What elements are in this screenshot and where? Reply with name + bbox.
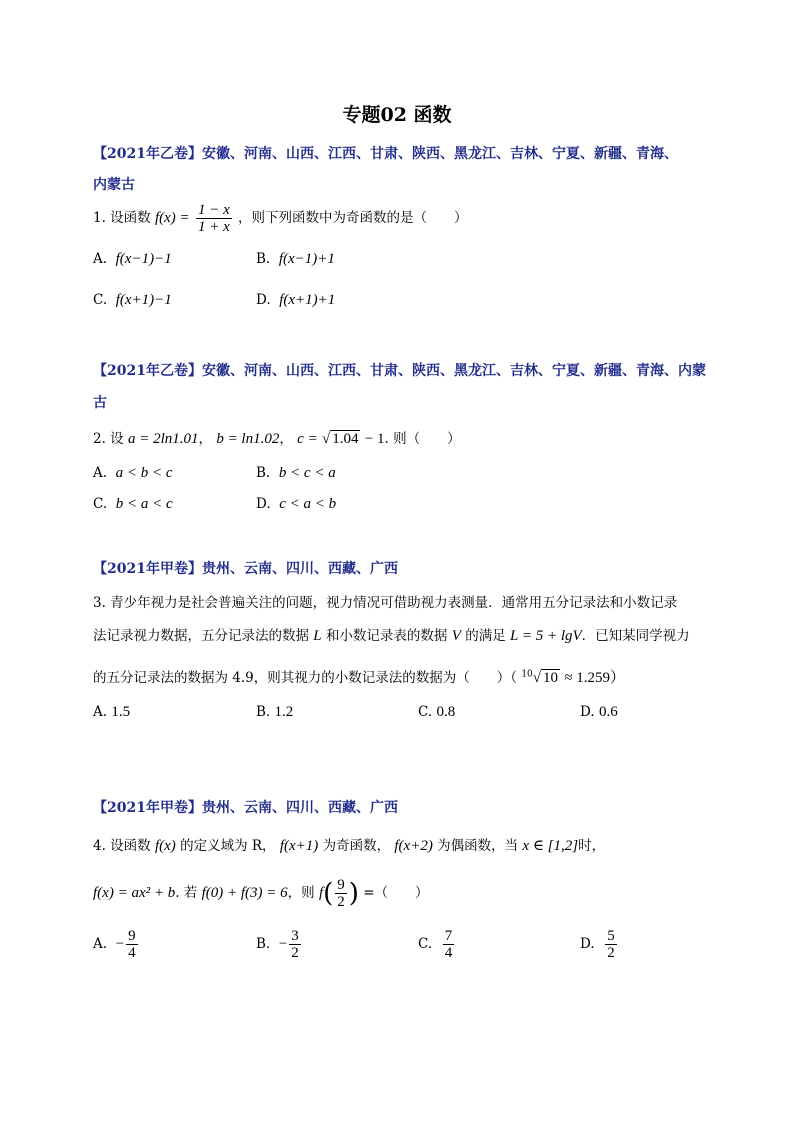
q4-text: . 若 [175,885,198,901]
fraction-denominator: 2 [291,945,299,961]
question-4-line1 [93,834,605,855]
q4-text: =（ ） [363,885,429,901]
fraction-numerator: 9 [128,928,136,944]
question-2-c-post: − 1 [364,431,385,447]
option-expr: a < b < c [115,465,173,481]
question-2-c: c = [297,431,318,447]
fraction-numerator: 3 [291,928,299,944]
question-2-suffix: . 则（ ） [384,431,461,447]
option-1c [93,292,172,309]
option-4a [93,928,140,961]
root-index: 10 [521,669,533,680]
option-label: A. [93,465,108,481]
q3-var-V: V [451,628,461,644]
fraction-numerator: 1 − x [197,202,230,218]
option-expr: 0.6 [598,704,618,720]
option-expr: 0.8 [436,704,456,720]
fraction-denominator: 2 [337,894,345,910]
fraction-denominator: 4 [444,945,453,961]
fraction-denominator: 4 [128,945,136,961]
option-sign: − [278,936,288,952]
q4-func: f(x) [154,838,176,854]
source-tag-4: 【2021年甲卷】贵州、云南、四川、西藏、广西 [93,800,398,816]
fraction-denominator: 1 + x [197,219,230,235]
sqrt-radicand: 1.04 [332,431,359,447]
option-label: C. [93,292,108,308]
q4-text: ，则 [287,885,315,901]
option-label: C. [418,704,433,720]
option-fraction [126,928,138,961]
option-1d [256,292,335,309]
option-label: B. [256,465,271,481]
question-2-b: b = ln1.02 [216,431,280,447]
option-expr: f(x+1)+1 [279,292,336,308]
fraction-numerator: 5 [607,928,615,944]
question-1 [93,202,468,235]
q3-var-L: L [313,628,322,644]
question-2-a: a = 2ln1.01 [127,431,199,447]
option-2d [256,496,336,513]
option-expr: b < a < c [115,496,173,512]
source-tag-2: 【2021年乙卷】安徽、河南、山西、江西、甘肃、陕西、黑龙江、吉林、宁夏、新疆、青海、内蒙 [93,363,706,379]
option-4c [418,928,456,961]
option-label: A. [93,251,108,267]
source-tag-2-cont: 古 [93,395,107,411]
fraction-numerator: 9 [337,877,345,893]
q3-text: 法记录视力数据，五分记录法的数据 [93,628,309,644]
option-3a [93,704,130,721]
option-label: B. [256,251,271,267]
option-1b [256,251,335,268]
option-expr: f(x−1)−1 [115,251,172,267]
option-3b [256,704,293,721]
option-2c [93,496,173,513]
fraction-numerator: 7 [444,928,453,944]
source-tag-1: 【2021年乙卷】安徽、河南、山西、江西、甘肃、陕西、黑龙江、吉林、宁夏、新疆、青海、 [93,146,678,162]
q4-text: 为奇函数， [322,838,391,854]
root-radicand: 10 [543,670,558,686]
option-1a [93,251,172,268]
option-3d [580,704,618,721]
question-1-func: f(x) = [154,210,190,226]
source-tag-1-cont: 内蒙古 [93,177,135,193]
question-3-line1: 3. 青少年视力是社会普遍关注的问题，视力情况可借助视力表测量．通常用五分记录法和小数记录 [93,595,678,611]
option-fraction [605,928,617,961]
page-title: 专题02 函数 [342,104,452,126]
option-label: D. [256,496,271,512]
option-expr: f(x+1)−1 [115,292,172,308]
question-1-fraction [196,202,232,235]
q4-func: f(x+1) [279,838,319,854]
option-label: D. [580,936,595,952]
q4-equation: f(x) = ax² + b [93,885,176,901]
q3-text: 和小数记录表的数据 [325,628,448,644]
option-label: C. [93,496,108,512]
question-1-prefix: 1. 设函数 [93,210,151,226]
option-label: A. [93,936,108,952]
option-expr: 1.5 [111,704,131,720]
option-label: D. [256,292,271,308]
q3-equation: L = 5 + lgV [510,628,582,644]
option-2b [256,465,336,482]
option-label: D. [580,704,595,720]
q3-approx: ≈ 1.259） [564,670,626,686]
option-expr: b < c < a [278,465,336,481]
question-1-suffix: ，则下列函数中为奇函数的是（ ） [238,210,468,226]
q4-fraction [335,877,347,910]
fraction-denominator: 2 [607,945,615,961]
q4-func: f [318,885,324,901]
question-4-line2: f(x) = ax² + b. 若 f(0) + f(3) = 6，则 f( $\frac{9}{2}$ ) =（ ） [93,877,429,910]
q4-text: 时， [578,838,606,854]
option-2a [93,465,173,482]
option-4d [580,928,619,961]
option-label: B. [256,704,271,720]
question-3-line2 [93,624,690,645]
q4-text: 为偶函数，当 [437,838,519,854]
q3-text: ．已知某同学视力 [581,628,690,644]
option-expr: 1.2 [274,704,294,720]
option-label: C. [418,936,433,952]
q4-domain: x ∈ [1,2] [522,838,579,854]
option-label: B. [256,936,271,952]
option-sign: − [115,936,125,952]
option-expr: c < a < b [279,496,337,512]
q4-text: 的定义域为 R， [180,838,276,854]
option-fraction [443,928,455,961]
q3-text: 的五分记录法的数据为 4.9，则其视力的小数记录法的数据为（ ）（ [93,670,518,686]
question-2: 2. 设 a = 2ln1.01， b = ln1.02， c = √ 1.04 − 1. 则（ ） [93,431,461,447]
q4-text: 4. 设函数 [93,838,151,854]
option-fraction [289,928,301,961]
source-tag-3: 【2021年甲卷】贵州、云南、四川、西藏、广西 [93,561,398,577]
question-2-prefix: 2. 设 [93,431,124,447]
option-label: A. [93,704,108,720]
option-expr: f(x−1)+1 [278,251,335,267]
q4-condition: f(0) + f(3) = 6 [201,885,288,901]
q4-func: f(x+2) [394,838,433,854]
question-3-line3: 的五分记录法的数据为 4.9，则其视力的小数记录法的数据为（ ）（ $^{10}$√ 10 ≈ 1.259） [93,669,626,686]
option-4b [256,928,303,961]
option-3c [418,704,455,721]
q3-text: 的满足 [465,628,506,644]
